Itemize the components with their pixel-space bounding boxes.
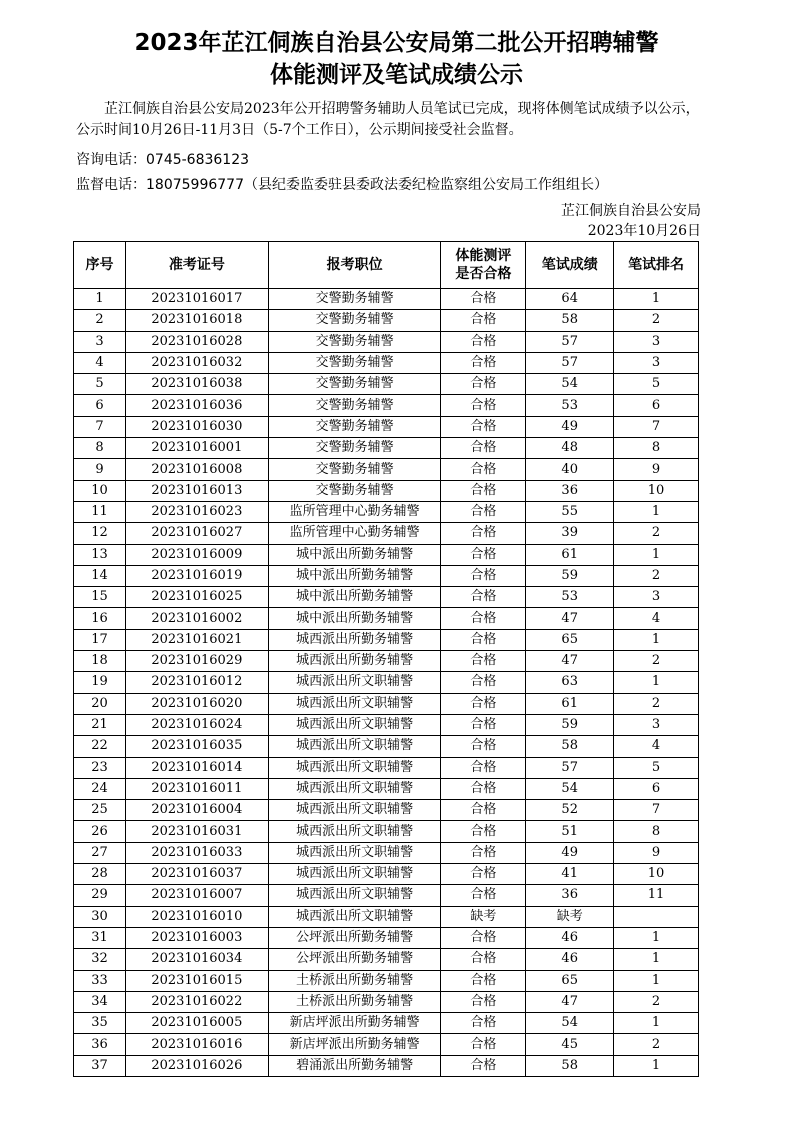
- table-row: [74, 970, 699, 991]
- cell-rank: 2: [614, 991, 699, 1012]
- cell-exam-id: 20231016010: [125, 906, 268, 927]
- cell-exam-id: 20231016033: [125, 842, 268, 863]
- cell-position: 城西派出所文职辅警: [268, 906, 441, 927]
- cell-rank: 3: [614, 331, 699, 352]
- cell-position: 城西派出所文职辅警: [268, 800, 441, 821]
- cell-exam-id: 20231016030: [125, 416, 268, 437]
- cell-fitness: 合格: [441, 523, 526, 544]
- cell-exam-id: 20231016001: [125, 438, 268, 459]
- cell-rank: 1: [614, 501, 699, 522]
- cell-fitness: 合格: [441, 629, 526, 650]
- cell-position: 城西派出所文职辅警: [268, 736, 441, 757]
- cell-position: 土桥派出所勤务辅警: [268, 991, 441, 1012]
- table-row: [74, 501, 699, 522]
- cell-rank: 7: [614, 800, 699, 821]
- cell-fitness: 合格: [441, 864, 526, 885]
- cell-position: 城西派出所文职辅警: [268, 885, 441, 906]
- cell-score: 49: [526, 842, 614, 863]
- cell-rank: 3: [614, 352, 699, 373]
- cell-position: 交警勤务辅警: [268, 480, 441, 501]
- cell-fitness: 合格: [441, 693, 526, 714]
- cell-fitness: 合格: [441, 821, 526, 842]
- table-row: [74, 800, 699, 821]
- table-row: [74, 651, 699, 672]
- cell-rank: 1: [614, 949, 699, 970]
- cell-score: 49: [526, 416, 614, 437]
- cell-position: 交警勤务辅警: [268, 352, 441, 373]
- cell-rank: 5: [614, 757, 699, 778]
- cell-exam-id: 20231016021: [125, 629, 268, 650]
- cell-score: 58: [526, 310, 614, 331]
- cell-fitness: 合格: [441, 757, 526, 778]
- table-row: [74, 949, 699, 970]
- cell-exam-id: 20231016029: [125, 651, 268, 672]
- cell-position: 城西派出所勤务辅警: [268, 651, 441, 672]
- table-row: [74, 544, 699, 565]
- cell-exam-id: 20231016023: [125, 501, 268, 522]
- cell-position: 城西派出所文职辅警: [268, 821, 441, 842]
- cell-position: 交警勤务辅警: [268, 289, 441, 310]
- table-row: [74, 906, 699, 927]
- cell-rank: 1: [614, 970, 699, 991]
- consult-phone: 咨询电话：0745-6836123: [76, 152, 250, 168]
- table-row: [74, 736, 699, 757]
- table-row: [74, 1034, 699, 1055]
- intro-paragraph: 芷江侗族自治县公安局2023年公开招聘警务辅助人员笔试已完成，现将体侧笔试成绩予以公示，公示时间10月26日-11月3日（5-7个工作日），公示期间接受社会监督。: [76, 101, 700, 138]
- cell-index: 10: [74, 480, 126, 501]
- cell-fitness: 合格: [441, 608, 526, 629]
- cell-position: 城中派出所勤务辅警: [268, 608, 441, 629]
- header-score: 笔试成绩: [526, 242, 614, 289]
- cell-exam-id: 20231016034: [125, 949, 268, 970]
- table-body: [74, 289, 699, 1077]
- cell-rank: 1: [614, 629, 699, 650]
- cell-index: 12: [74, 523, 126, 544]
- cell-fitness: 合格: [441, 672, 526, 693]
- cell-exam-id: 20231016004: [125, 800, 268, 821]
- cell-score: 58: [526, 736, 614, 757]
- cell-exam-id: 20231016019: [125, 565, 268, 586]
- cell-rank: 9: [614, 459, 699, 480]
- cell-index: 5: [74, 374, 126, 395]
- cell-rank: 1: [614, 1055, 699, 1076]
- cell-index: 26: [74, 821, 126, 842]
- table-row: [74, 629, 699, 650]
- cell-fitness: 合格: [441, 289, 526, 310]
- cell-fitness: 合格: [441, 991, 526, 1012]
- cell-index: 20: [74, 693, 126, 714]
- cell-position: 城中派出所勤务辅警: [268, 587, 441, 608]
- cell-rank: 1: [614, 289, 699, 310]
- cell-index: 13: [74, 544, 126, 565]
- cell-index: 28: [74, 864, 126, 885]
- cell-position: 新店坪派出所勤务辅警: [268, 1013, 441, 1034]
- table-row: [74, 842, 699, 863]
- cell-score: 63: [526, 672, 614, 693]
- cell-position: 新店坪派出所勤务辅警: [268, 1034, 441, 1055]
- cell-score: 47: [526, 608, 614, 629]
- cell-rank: 2: [614, 693, 699, 714]
- cell-index: 17: [74, 629, 126, 650]
- cell-exam-id: 20231016035: [125, 736, 268, 757]
- cell-score: 40: [526, 459, 614, 480]
- cell-fitness: 合格: [441, 842, 526, 863]
- cell-score: 54: [526, 1013, 614, 1034]
- header-index: 序号: [74, 242, 126, 289]
- cell-position: 交警勤务辅警: [268, 331, 441, 352]
- cell-fitness: 合格: [441, 651, 526, 672]
- cell-index: 15: [74, 587, 126, 608]
- cell-exam-id: 20231016011: [125, 778, 268, 799]
- cell-index: 9: [74, 459, 126, 480]
- cell-fitness: 合格: [441, 1055, 526, 1076]
- cell-fitness: 合格: [441, 501, 526, 522]
- table-row: [74, 565, 699, 586]
- cell-score: 46: [526, 927, 614, 948]
- table-row: [74, 374, 699, 395]
- cell-position: 交警勤务辅警: [268, 310, 441, 331]
- table-row: [74, 395, 699, 416]
- cell-position: 城西派出所文职辅警: [268, 714, 441, 735]
- cell-position: 土桥派出所勤务辅警: [268, 970, 441, 991]
- cell-index: 24: [74, 778, 126, 799]
- cell-fitness: 合格: [441, 714, 526, 735]
- cell-index: 21: [74, 714, 126, 735]
- cell-index: 32: [74, 949, 126, 970]
- cell-position: 城西派出所文职辅警: [268, 842, 441, 863]
- cell-index: 7: [74, 416, 126, 437]
- header-exam-id: 准考证号: [125, 242, 268, 289]
- cell-exam-id: 20231016017: [125, 289, 268, 310]
- cell-fitness: 合格: [441, 480, 526, 501]
- header-position: 报考职位: [268, 242, 441, 289]
- cell-index: 16: [74, 608, 126, 629]
- cell-exam-id: 20231016024: [125, 714, 268, 735]
- cell-score: 41: [526, 864, 614, 885]
- cell-score: 53: [526, 587, 614, 608]
- cell-exam-id: 20231016008: [125, 459, 268, 480]
- cell-score: 46: [526, 949, 614, 970]
- cell-fitness: 合格: [441, 438, 526, 459]
- cell-fitness: 合格: [441, 587, 526, 608]
- cell-rank: 1: [614, 1013, 699, 1034]
- page-title-line2: 体能测评及笔试成绩公示: [270, 62, 523, 88]
- header-rank: 笔试排名: [614, 242, 699, 289]
- cell-rank: 2: [614, 651, 699, 672]
- cell-position: 交警勤务辅警: [268, 374, 441, 395]
- table-row: [74, 714, 699, 735]
- cell-fitness: 合格: [441, 374, 526, 395]
- cell-score: 47: [526, 651, 614, 672]
- cell-rank: 10: [614, 864, 699, 885]
- cell-score: 57: [526, 331, 614, 352]
- cell-index: 11: [74, 501, 126, 522]
- cell-index: 14: [74, 565, 126, 586]
- table-row: [74, 927, 699, 948]
- cell-exam-id: 20231016028: [125, 331, 268, 352]
- cell-score: 36: [526, 480, 614, 501]
- cell-fitness: 合格: [441, 778, 526, 799]
- cell-rank: 6: [614, 778, 699, 799]
- cell-fitness: 合格: [441, 800, 526, 821]
- cell-rank: 4: [614, 608, 699, 629]
- table-row: [74, 331, 699, 352]
- cell-fitness: 合格: [441, 970, 526, 991]
- cell-score: 57: [526, 352, 614, 373]
- cell-rank: 11: [614, 885, 699, 906]
- cell-rank: 3: [614, 587, 699, 608]
- table-row: [74, 693, 699, 714]
- table-row: [74, 864, 699, 885]
- supervise-phone: 监督电话：18075996777（县纪委监委驻县委政法委纪检监察组公安局工作组组长）: [76, 177, 608, 193]
- cell-fitness: 合格: [441, 352, 526, 373]
- cell-rank: 1: [614, 544, 699, 565]
- cell-index: 4: [74, 352, 126, 373]
- cell-index: 37: [74, 1055, 126, 1076]
- table-row: [74, 608, 699, 629]
- page-title-line1: 2023年芷江侗族自治县公安局第二批公开招聘辅警: [134, 30, 659, 56]
- table-row: [74, 438, 699, 459]
- cell-rank: 7: [614, 416, 699, 437]
- cell-index: 8: [74, 438, 126, 459]
- table-row: [74, 523, 699, 544]
- cell-index: 23: [74, 757, 126, 778]
- cell-rank: 2: [614, 523, 699, 544]
- cell-rank: 2: [614, 1034, 699, 1055]
- cell-fitness: 合格: [441, 459, 526, 480]
- cell-position: 公坪派出所勤务辅警: [268, 949, 441, 970]
- cell-score: 55: [526, 501, 614, 522]
- cell-exam-id: 20231016031: [125, 821, 268, 842]
- cell-position: 监所管理中心勤务辅警: [268, 523, 441, 544]
- cell-index: 6: [74, 395, 126, 416]
- cell-index: 2: [74, 310, 126, 331]
- cell-position: 城西派出所文职辅警: [268, 778, 441, 799]
- cell-index: 29: [74, 885, 126, 906]
- cell-index: 27: [74, 842, 126, 863]
- cell-position: 城西派出所文职辅警: [268, 672, 441, 693]
- cell-fitness: 合格: [441, 927, 526, 948]
- cell-index: 18: [74, 651, 126, 672]
- cell-exam-id: 20231016038: [125, 374, 268, 395]
- cell-exam-id: 20231016016: [125, 1034, 268, 1055]
- cell-score: 52: [526, 800, 614, 821]
- cell-exam-id: 20231016027: [125, 523, 268, 544]
- cell-score: 45: [526, 1034, 614, 1055]
- cell-exam-id: 20231016015: [125, 970, 268, 991]
- table-row: [74, 821, 699, 842]
- cell-position: 交警勤务辅警: [268, 395, 441, 416]
- cell-rank: 8: [614, 821, 699, 842]
- cell-index: 19: [74, 672, 126, 693]
- cell-score: 64: [526, 289, 614, 310]
- table-row: [74, 1055, 699, 1076]
- results-table: [73, 241, 699, 1077]
- cell-position: 交警勤务辅警: [268, 438, 441, 459]
- cell-index: 35: [74, 1013, 126, 1034]
- cell-score: 65: [526, 629, 614, 650]
- cell-exam-id: 20231016014: [125, 757, 268, 778]
- cell-position: 碧涌派出所勤务辅警: [268, 1055, 441, 1076]
- cell-rank: [614, 906, 699, 927]
- cell-score: 48: [526, 438, 614, 459]
- table-row: [74, 885, 699, 906]
- cell-exam-id: 20231016013: [125, 480, 268, 501]
- cell-exam-id: 20231016036: [125, 395, 268, 416]
- cell-rank: 1: [614, 927, 699, 948]
- cell-rank: 1: [614, 672, 699, 693]
- cell-exam-id: 20231016026: [125, 1055, 268, 1076]
- cell-exam-id: 20231016037: [125, 864, 268, 885]
- cell-index: 22: [74, 736, 126, 757]
- cell-exam-id: 20231016003: [125, 927, 268, 948]
- cell-index: 33: [74, 970, 126, 991]
- cell-index: 3: [74, 331, 126, 352]
- table-row: [74, 672, 699, 693]
- cell-rank: 5: [614, 374, 699, 395]
- cell-exam-id: 20231016032: [125, 352, 268, 373]
- cell-exam-id: 20231016007: [125, 885, 268, 906]
- cell-exam-id: 20231016009: [125, 544, 268, 565]
- cell-fitness: 合格: [441, 395, 526, 416]
- cell-index: 30: [74, 906, 126, 927]
- header-fitness: 体能测评 是否合格: [441, 242, 526, 289]
- cell-exam-id: 20231016005: [125, 1013, 268, 1034]
- table-row: [74, 416, 699, 437]
- cell-score: 54: [526, 374, 614, 395]
- cell-fitness: 合格: [441, 736, 526, 757]
- cell-score: 47: [526, 991, 614, 1012]
- cell-position: 交警勤务辅警: [268, 416, 441, 437]
- cell-position: 城西派出所文职辅警: [268, 757, 441, 778]
- issue-date: 2023年10月26日: [587, 223, 701, 239]
- table-row: [74, 289, 699, 310]
- cell-score: 59: [526, 714, 614, 735]
- cell-score: 39: [526, 523, 614, 544]
- cell-position: 城西派出所文职辅警: [268, 864, 441, 885]
- cell-exam-id: 20231016018: [125, 310, 268, 331]
- cell-score: 缺考: [526, 906, 614, 927]
- cell-fitness: 合格: [441, 1013, 526, 1034]
- cell-fitness: 合格: [441, 565, 526, 586]
- cell-position: 城中派出所勤务辅警: [268, 565, 441, 586]
- cell-exam-id: 20231016025: [125, 587, 268, 608]
- cell-fitness: 合格: [441, 1034, 526, 1055]
- table-header-row: [74, 242, 699, 289]
- cell-rank: 2: [614, 310, 699, 331]
- cell-score: 53: [526, 395, 614, 416]
- table-row: [74, 459, 699, 480]
- cell-exam-id: 20231016002: [125, 608, 268, 629]
- cell-position: 城中派出所勤务辅警: [268, 544, 441, 565]
- cell-position: 城西派出所勤务辅警: [268, 629, 441, 650]
- cell-rank: 9: [614, 842, 699, 863]
- cell-position: 交警勤务辅警: [268, 459, 441, 480]
- cell-index: 25: [74, 800, 126, 821]
- cell-score: 57: [526, 757, 614, 778]
- cell-score: 65: [526, 970, 614, 991]
- cell-exam-id: 20231016022: [125, 991, 268, 1012]
- cell-fitness: 缺考: [441, 906, 526, 927]
- cell-fitness: 合格: [441, 416, 526, 437]
- cell-rank: 8: [614, 438, 699, 459]
- cell-fitness: 合格: [441, 331, 526, 352]
- cell-fitness: 合格: [441, 544, 526, 565]
- cell-score: 61: [526, 544, 614, 565]
- table-row: [74, 991, 699, 1012]
- cell-position: 公坪派出所勤务辅警: [268, 927, 441, 948]
- cell-rank: 3: [614, 714, 699, 735]
- table-row: [74, 1013, 699, 1034]
- cell-score: 58: [526, 1055, 614, 1076]
- cell-fitness: 合格: [441, 310, 526, 331]
- table-row: [74, 310, 699, 331]
- cell-score: 59: [526, 565, 614, 586]
- issuer-name: 芷江侗族自治县公安局: [561, 203, 701, 219]
- table-row: [74, 587, 699, 608]
- table-row: [74, 778, 699, 799]
- cell-position: 监所管理中心勤务辅警: [268, 501, 441, 522]
- cell-fitness: 合格: [441, 949, 526, 970]
- cell-rank: 6: [614, 395, 699, 416]
- cell-rank: 10: [614, 480, 699, 501]
- cell-exam-id: 20231016012: [125, 672, 268, 693]
- cell-fitness: 合格: [441, 885, 526, 906]
- table-row: [74, 352, 699, 373]
- cell-score: 61: [526, 693, 614, 714]
- cell-index: 36: [74, 1034, 126, 1055]
- cell-index: 31: [74, 927, 126, 948]
- cell-exam-id: 20231016020: [125, 693, 268, 714]
- cell-score: 54: [526, 778, 614, 799]
- cell-score: 51: [526, 821, 614, 842]
- cell-score: 36: [526, 885, 614, 906]
- table-row: [74, 480, 699, 501]
- cell-index: 1: [74, 289, 126, 310]
- cell-rank: 4: [614, 736, 699, 757]
- cell-position: 城西派出所文职辅警: [268, 693, 441, 714]
- table-row: [74, 757, 699, 778]
- cell-index: 34: [74, 991, 126, 1012]
- cell-rank: 2: [614, 565, 699, 586]
